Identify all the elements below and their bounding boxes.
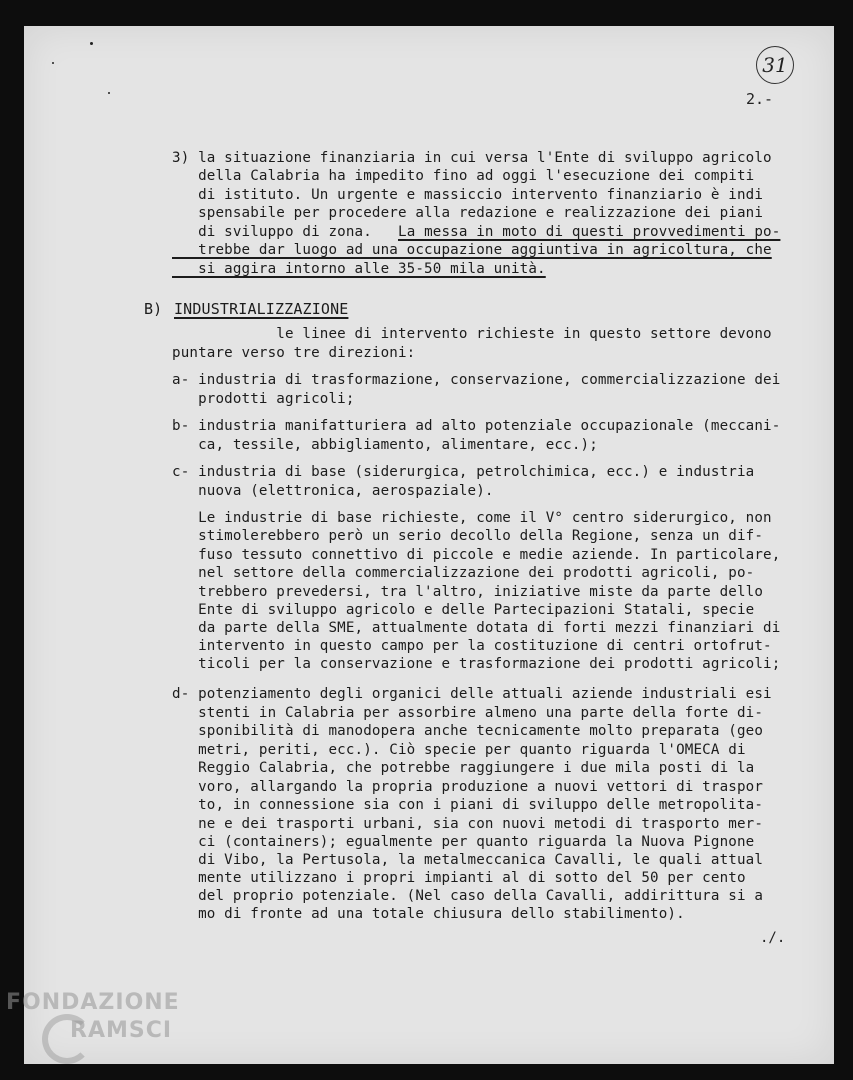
paragraph-line: stimolerebbero però un serio decollo della Regione, senza un dif-: [172, 528, 764, 544]
item-d-line: stenti in Calabria per assorbire almeno una parte della forte di-: [172, 705, 764, 721]
item-d-line: Reggio Calabria, che potrebbe raggiungere i due mila posti di la: [172, 760, 755, 776]
paragraph-line: Ente di sviluppo agricolo e delle Partecipazioni Statali, specie: [172, 602, 755, 618]
paragraph-line: nel settore della commercializzazione dei prodotti agricoli, po-: [172, 565, 755, 581]
watermark-line2: RAMSCI: [70, 1018, 173, 1043]
item-d-line: d- potenziamento degli organici delle attuali aziende industriali esi: [172, 686, 772, 702]
item-d-line: mente utilizzano i propri impianti al di sotto del 50 per cento: [172, 870, 746, 886]
item-d-line: sponibilità di manodopera anche tecnicamente molto preparata (geo: [172, 723, 764, 739]
item-d-line: mo di fronte ad una totale chiusura dello stabilimento).: [172, 906, 685, 922]
item-d-line: di Vibo, la Pertusola, la metalmeccanica Cavalli, le quali attual: [172, 852, 764, 868]
item-d-line: del proprio potenziale. (Nel caso della Cavalli, addirittura si a: [172, 888, 764, 904]
paragraph-line: trebbero prevedersi, tra l'altro, iniziative miste da parte dello: [172, 584, 764, 600]
section3-line: 3) la situazione finanziaria in cui versa l'Ente di sviluppo agricolo: [172, 150, 772, 166]
page-number: 2.-: [746, 90, 774, 108]
item-d-line: ci (containers); egualmente per quanto riguarda la Nuova Pignone: [172, 834, 755, 850]
section3-underlined-line: si aggira intorno alle 35-50 mila unità.: [172, 261, 546, 277]
watermark-line1: FONDAZIONE: [6, 990, 180, 1015]
item-b-line: ca, tessile, abbigliamento, alimentare, ecc.);: [172, 437, 598, 453]
paragraph-line: da parte della SME, attualmente dotata di forti mezzi finanziari di: [172, 620, 781, 636]
section-b-label: B): [144, 300, 172, 318]
paragraph-line: ticoli per la conservazione e trasformazione dei prodotti agricoli;: [172, 656, 781, 672]
item-c-line: c- industria di base (siderurgica, petrolchimica, ecc.) e industria: [172, 464, 755, 480]
section-b-heading: INDUSTRIALIZZAZIONE: [174, 300, 349, 318]
watermark-logo: [6, 990, 206, 1060]
item-c-line: nuova (elettronica, aerospaziale).: [172, 483, 494, 499]
speck: [52, 62, 54, 64]
speck: [90, 42, 93, 45]
section3-line: della Calabria ha impedito fino ad oggi l'esecuzione dei compiti: [172, 168, 755, 184]
section3-underlined-line: trebbe dar luogo ad una occupazione aggiuntiva in agricoltura, che: [172, 242, 772, 258]
circled-page-number: 31: [756, 46, 794, 84]
item-d-line: ne e dei trasporti urbani, sia con nuovi metodi di trasporto mer-: [172, 816, 764, 832]
item-a-line: a- industria di trasformazione, conservazione, commercializzazione dei: [172, 372, 781, 388]
item-d-line: to, in connessione sia con i piani di sviluppo delle metropolita-: [172, 797, 764, 813]
continuation-mark: ./.: [760, 930, 786, 946]
paragraph-line: fuso tessuto connettivo di piccole e medie aziende. In particolare,: [172, 547, 781, 563]
section3-line: spensabile per procedere alla redazione e realizzazione dei piani: [172, 205, 764, 221]
intro-line: puntare verso tre direzioni:: [172, 345, 416, 361]
item-b-line: b- industria manifatturiera ad alto potenziale occupazionale (meccani-: [172, 418, 781, 434]
section3-underlined-start: La messa in moto di questi provvedimenti po-: [398, 224, 781, 240]
item-a-line: prodotti agricoli;: [172, 391, 355, 407]
section3-line: di istituto. Un urgente e massiccio intervento finanziario è indi: [172, 187, 764, 203]
item-d-line: metri, periti, ecc.). Ciò specie per quanto riguarda l'OMECA di: [172, 742, 746, 758]
section3-line-start: di sviluppo di zona.: [172, 224, 372, 240]
item-d-line: voro, allargando la propria produzione a nuovi vettori di traspor: [172, 779, 764, 795]
paragraph-line: Le industrie di base richieste, come il V° centro siderurgico, non: [172, 510, 772, 526]
intro-line: le linee di intervento richieste in questo settore devono: [172, 326, 772, 342]
speck: [108, 92, 110, 94]
paragraph-line: intervento in questo campo per la costituzione di centri ortofrut-: [172, 638, 772, 654]
